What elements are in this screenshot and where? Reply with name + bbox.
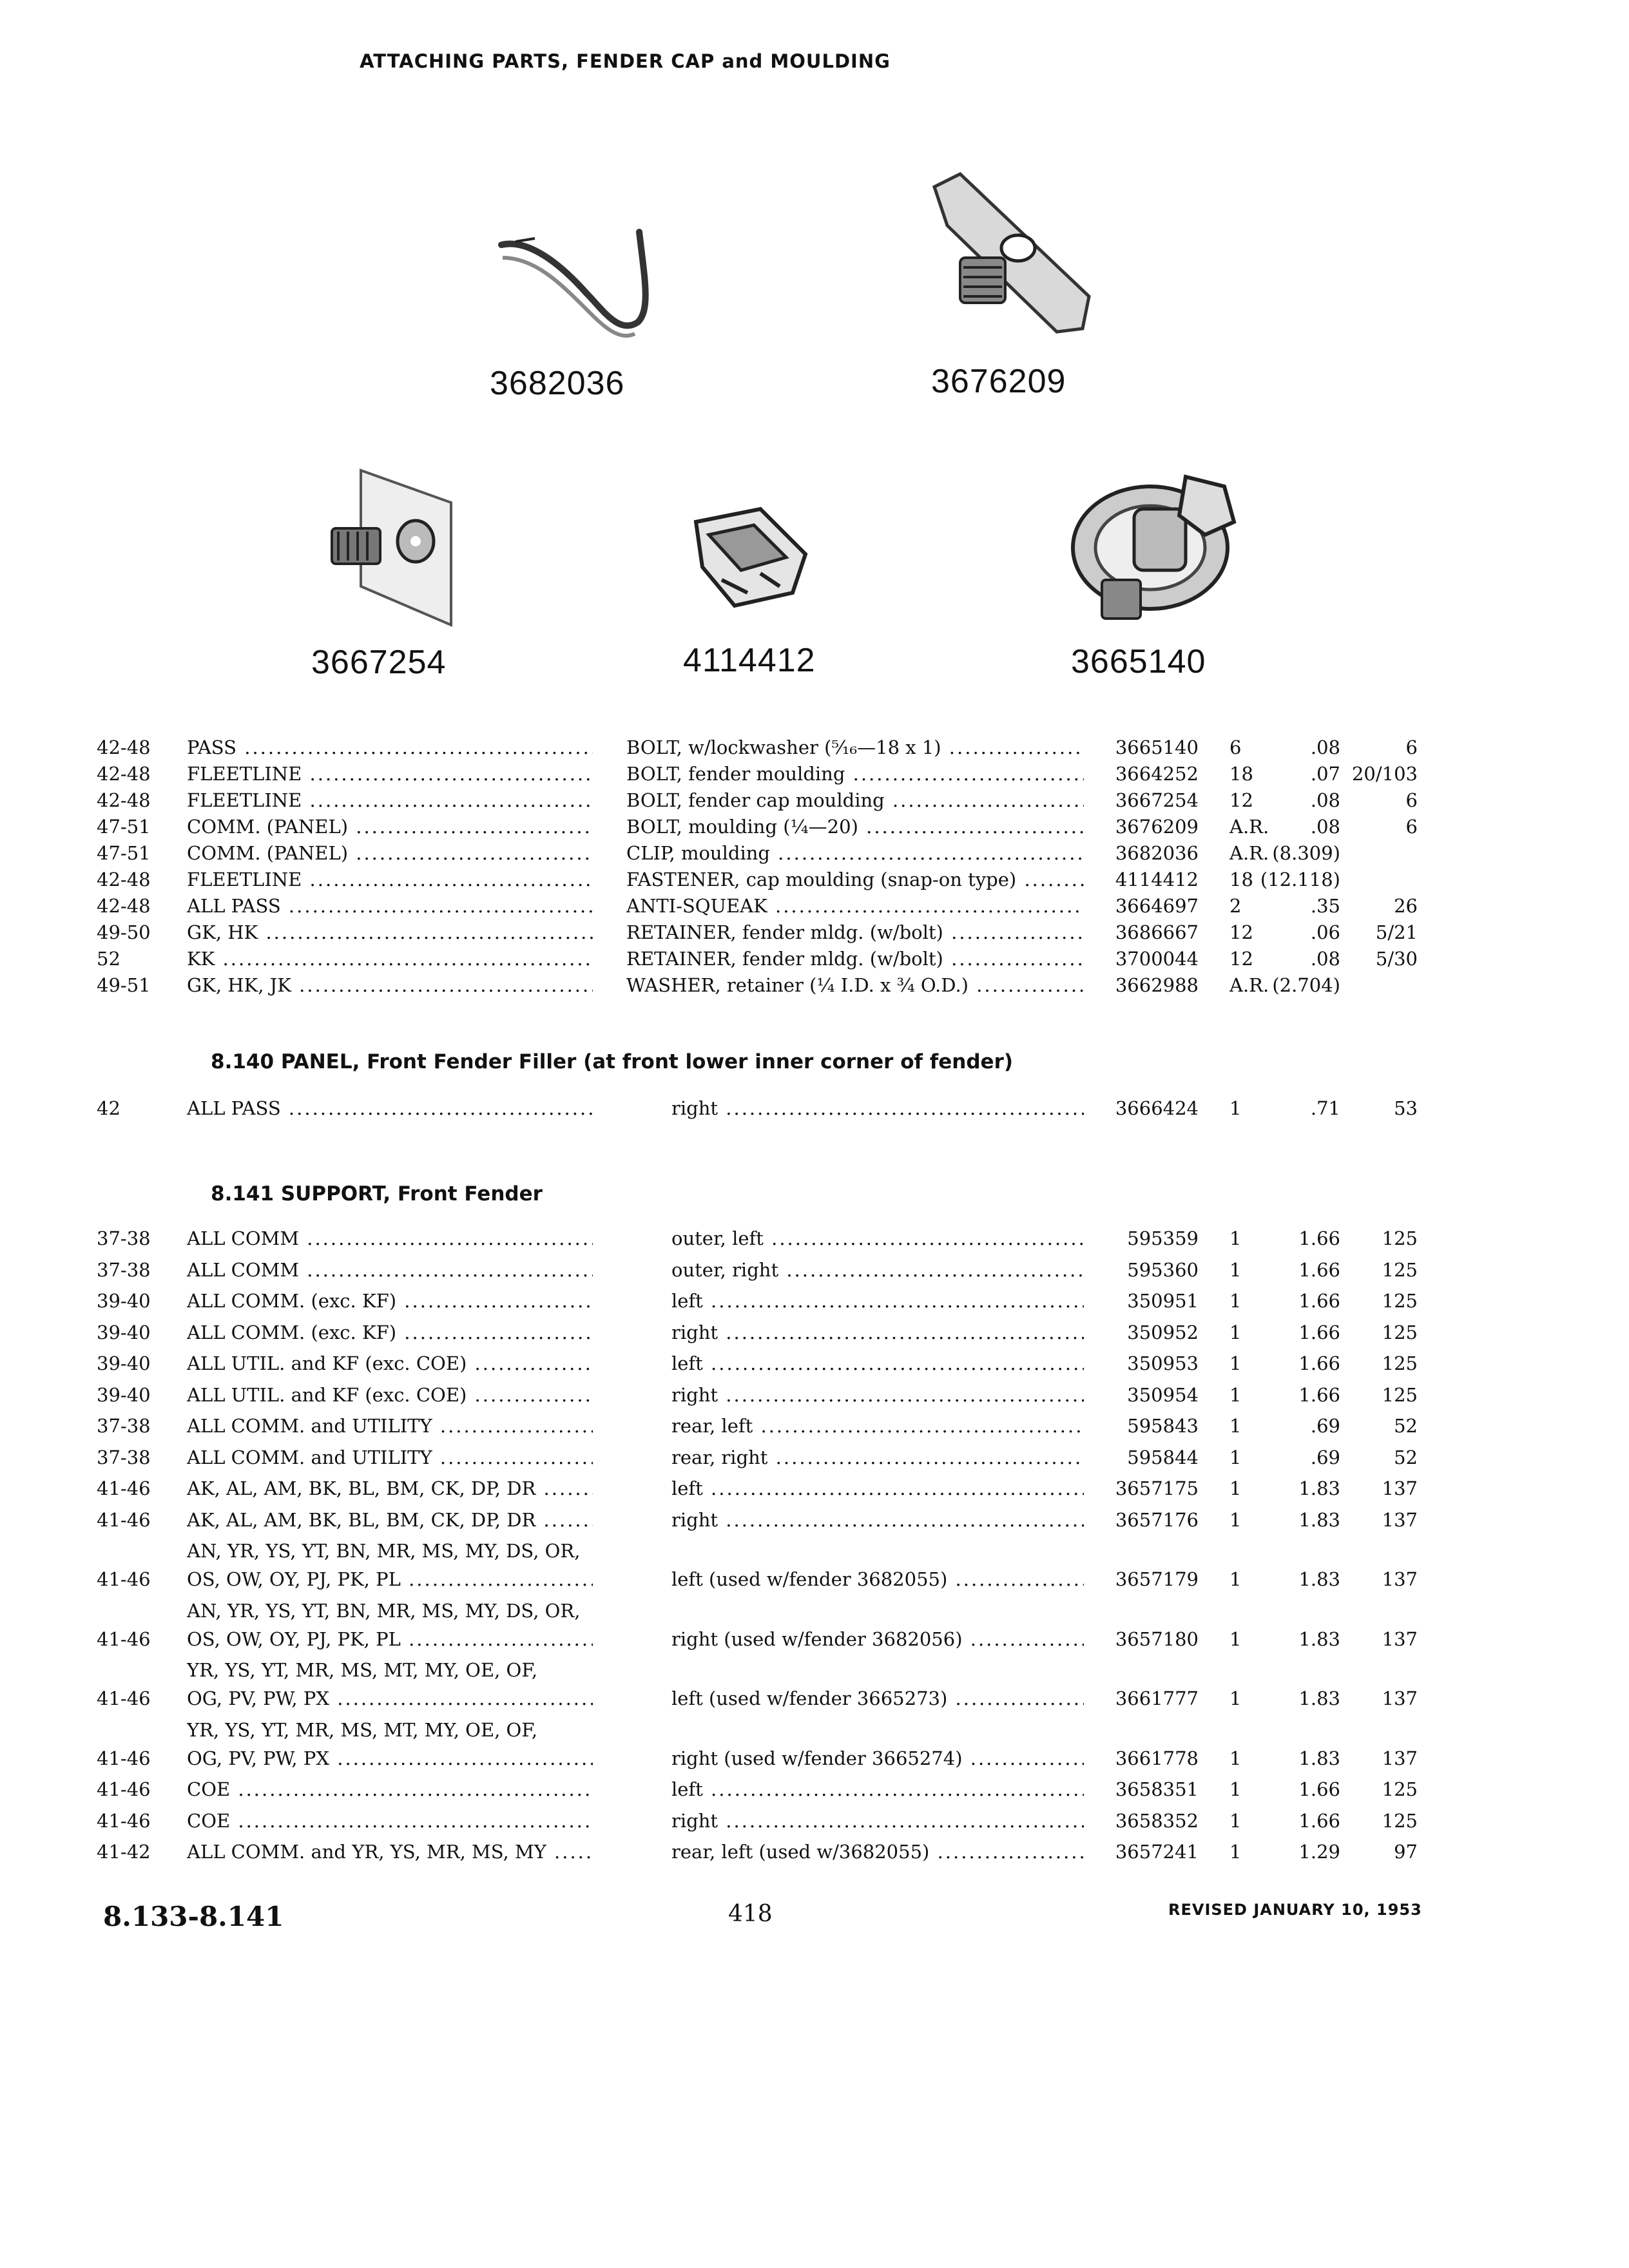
model-applicability: ALL UTIL. and KF (exc. COE) ..... — [187, 1349, 593, 1378]
model-years: 41-46 — [97, 1628, 151, 1650]
quantity: A.R. — [1229, 816, 1269, 838]
list-price: .08 — [1310, 948, 1340, 970]
group-number: 52 — [1394, 1415, 1418, 1437]
part-row — [0, 1718, 1629, 1775]
part-description: left ..... — [671, 1474, 1084, 1503]
list-price: (12.118) — [1260, 869, 1340, 890]
model-years: 41-46 — [97, 1568, 151, 1590]
model-years: 41-46 — [97, 1687, 151, 1709]
list-price: .08 — [1310, 789, 1340, 811]
part-description: left (used w/fender 3665273) ..... — [671, 1684, 1084, 1713]
part-number: 595844 — [1127, 1446, 1199, 1468]
model-applicability: AK, AL, AM, BK, BL, BM, CK, DP, DR ..... — [187, 1506, 593, 1534]
part-row — [0, 1443, 1629, 1474]
model-years: 47-51 — [97, 816, 151, 838]
part-description: ANTI-SQUEAK ..... — [626, 892, 1084, 920]
part-number: 3700044 — [1115, 948, 1199, 970]
section-heading-8-141: 8.141 SUPPORT, Front Fender — [211, 1182, 543, 1206]
part-row — [0, 971, 1629, 1002]
list-price: 1.66 — [1298, 1383, 1340, 1406]
model-applicability: ALL PASS ..... — [187, 1094, 593, 1122]
list-price: (8.309) — [1272, 842, 1340, 864]
quantity: 1 — [1229, 1508, 1242, 1531]
part-number: 3676209 — [1115, 816, 1199, 838]
model-years: 42-48 — [97, 763, 151, 785]
model-years: 42 — [97, 1097, 120, 1119]
quantity: 1 — [1229, 1227, 1242, 1249]
part-description: right (used w/fender 3682056) ..... — [671, 1625, 1084, 1653]
section-range: 8.133-8.141 — [103, 1901, 284, 1932]
part-description: right ..... — [671, 1807, 1084, 1835]
model-applicability: COE ..... — [187, 1775, 593, 1803]
part-number: 350952 — [1127, 1321, 1199, 1343]
group-number: 20/103 — [1351, 763, 1418, 785]
group-number: 53 — [1394, 1097, 1418, 1119]
model-years: 42-48 — [97, 736, 151, 758]
part-row — [0, 1540, 1629, 1596]
part-number: 3667254 — [1115, 789, 1199, 811]
list-price: 1.29 — [1298, 1841, 1340, 1863]
part-row — [0, 1838, 1629, 1869]
group-number: 125 — [1382, 1290, 1418, 1312]
list-price: .69 — [1310, 1446, 1340, 1468]
list-price: .08 — [1310, 736, 1340, 758]
group-number: 26 — [1394, 895, 1418, 917]
part-number-label: 3665140 — [1071, 643, 1206, 680]
quantity: 12 — [1229, 789, 1253, 811]
list-price: 1.66 — [1298, 1352, 1340, 1374]
list-price: .06 — [1310, 921, 1340, 943]
quantity: 1 — [1229, 1747, 1242, 1769]
group-number: 5/21 — [1375, 921, 1418, 943]
group-number: 137 — [1382, 1477, 1418, 1499]
quantity: 1 — [1229, 1778, 1242, 1800]
model-years: 42-48 — [97, 789, 151, 811]
part-number: 595843 — [1127, 1415, 1199, 1437]
part-row — [0, 1659, 1629, 1715]
quantity: 1 — [1229, 1628, 1242, 1650]
model-applicability: ALL UTIL. and KF (exc. COE) ..... — [187, 1381, 593, 1409]
part-row — [0, 1349, 1629, 1380]
part-row — [0, 1807, 1629, 1838]
part-description: WASHER, retainer (¼ I.D. x ¾ O.D.) ..... — [626, 971, 1084, 999]
list-price: .35 — [1310, 895, 1340, 917]
list-price: 1.83 — [1298, 1628, 1340, 1650]
group-number: 137 — [1382, 1747, 1418, 1769]
part-number: 3657176 — [1115, 1508, 1199, 1531]
group-number: 137 — [1382, 1687, 1418, 1709]
model-applicability: ALL COMM. and YR, YS, MR, MS, MY ..... — [187, 1838, 593, 1866]
list-price: .08 — [1310, 816, 1340, 838]
quantity: 6 — [1229, 736, 1242, 758]
part-number: 3661778 — [1115, 1747, 1199, 1769]
model-applicability: AK, AL, AM, BK, BL, BM, CK, DP, DR ..... — [187, 1474, 593, 1503]
revision-date: REVISED JANUARY 10, 1953 — [1168, 1901, 1422, 1919]
list-price: 1.83 — [1298, 1477, 1340, 1499]
list-price: 1.66 — [1298, 1258, 1340, 1281]
model-applicability: FLEETLINE ..... — [187, 865, 593, 894]
part-number: 3658352 — [1115, 1809, 1199, 1832]
page-number: 418 — [728, 1901, 773, 1927]
quantity: 1 — [1229, 1258, 1242, 1281]
part-description: RETAINER, fender mldg. (w/bolt) ..... — [626, 945, 1084, 973]
part-number: 3662988 — [1115, 974, 1199, 996]
part-number: 3664252 — [1115, 763, 1199, 785]
model-applicability: AN, YR, YS, YT, BN, MR, MS, MY, DS, OR, — [187, 1540, 581, 1562]
model-applicability: ALL COMM. and UTILITY ..... — [187, 1412, 593, 1440]
model-years: 41-46 — [97, 1809, 151, 1832]
part-description: right ..... — [671, 1506, 1084, 1534]
part-row — [0, 1599, 1629, 1656]
quantity: 1 — [1229, 1383, 1242, 1406]
part-description: left ..... — [671, 1287, 1084, 1315]
quantity: 1 — [1229, 1477, 1242, 1499]
model-years: 39-40 — [97, 1321, 151, 1343]
quantity: 2 — [1229, 895, 1242, 917]
part-description: rear, left ..... — [671, 1412, 1084, 1440]
quantity: 1 — [1229, 1841, 1242, 1863]
part-row — [0, 1474, 1629, 1505]
part-description: outer, left ..... — [671, 1224, 1084, 1253]
quantity: A.R. — [1229, 974, 1269, 996]
model-years: 52 — [97, 948, 120, 970]
part-number: 3664697 — [1115, 895, 1199, 917]
model-years: 37-38 — [97, 1415, 151, 1437]
list-price: 1.66 — [1298, 1321, 1340, 1343]
quantity: 1 — [1229, 1290, 1242, 1312]
group-number: 52 — [1394, 1446, 1418, 1468]
part-row — [0, 1381, 1629, 1412]
lockwasher-bolt-illustration — [1063, 451, 1250, 631]
quantity: 1 — [1229, 1809, 1242, 1832]
model-years: 49-51 — [97, 974, 151, 996]
part-description: rear, right ..... — [671, 1443, 1084, 1472]
list-price: 1.83 — [1298, 1568, 1340, 1590]
quantity: A.R. — [1229, 842, 1269, 864]
model-applicability-continued: OG, PV, PW, PX ..... — [187, 1744, 593, 1773]
model-years: 41-42 — [97, 1841, 151, 1863]
part-description: BOLT, w/lockwasher (⁵⁄₁₆—18 x 1) ..... — [626, 733, 1084, 762]
group-number: 125 — [1382, 1321, 1418, 1343]
model-applicability: KK ..... — [187, 945, 593, 973]
model-years: 41-46 — [97, 1778, 151, 1800]
snap-on-fastener-illustration — [683, 496, 818, 612]
part-number: 3657241 — [1115, 1841, 1199, 1863]
group-number: 5/30 — [1375, 948, 1418, 970]
model-applicability: ALL COMM ..... — [187, 1224, 593, 1253]
part-number: 3686667 — [1115, 921, 1199, 943]
quantity: 12 — [1229, 921, 1253, 943]
part-description: right ..... — [671, 1094, 1084, 1122]
list-price: 1.66 — [1298, 1809, 1340, 1832]
moulding-clip-illustration — [490, 219, 657, 348]
model-years: 37-38 — [97, 1258, 151, 1281]
part-number: 350951 — [1127, 1290, 1199, 1312]
part-number-label: 3676209 — [931, 363, 1066, 400]
part-number: 3666424 — [1115, 1097, 1199, 1119]
quantity: 18 — [1229, 869, 1253, 890]
part-description: outer, right ..... — [671, 1256, 1084, 1284]
model-applicability: AN, YR, YS, YT, BN, MR, MS, MY, DS, OR, — [187, 1599, 581, 1622]
model-years: 49-50 — [97, 921, 151, 943]
group-number: 97 — [1394, 1841, 1418, 1863]
model-applicability: COE ..... — [187, 1807, 593, 1835]
list-price: .71 — [1310, 1097, 1340, 1119]
group-number: 137 — [1382, 1628, 1418, 1650]
cap-moulding-bolt-illustration — [322, 457, 483, 631]
group-number: 125 — [1382, 1809, 1418, 1832]
model-applicability: FLEETLINE ..... — [187, 786, 593, 814]
model-applicability: COMM. (PANEL) ..... — [187, 839, 593, 867]
model-applicability: ALL PASS ..... — [187, 892, 593, 920]
part-number: 350954 — [1127, 1383, 1199, 1406]
model-applicability: ALL COMM. and UTILITY ..... — [187, 1443, 593, 1472]
model-applicability: YR, YS, YT, MR, MS, MT, MY, OE, OF, — [187, 1718, 538, 1741]
list-price: 1.66 — [1298, 1290, 1340, 1312]
model-years: 39-40 — [97, 1290, 151, 1312]
part-description: CLIP, moulding ..... — [626, 839, 1084, 867]
group-number: 125 — [1382, 1778, 1418, 1800]
model-years: 37-38 — [97, 1227, 151, 1249]
model-applicability-continued: OG, PV, PW, PX ..... — [187, 1684, 593, 1713]
part-description: right ..... — [671, 1381, 1084, 1409]
quantity: 1 — [1229, 1097, 1242, 1119]
model-applicability: COMM. (PANEL) ..... — [187, 812, 593, 841]
group-number: 125 — [1382, 1258, 1418, 1281]
model-applicability: FLEETLINE ..... — [187, 760, 593, 788]
quantity: 1 — [1229, 1687, 1242, 1709]
model-applicability: PASS ..... — [187, 733, 593, 762]
part-number: 595360 — [1127, 1258, 1199, 1281]
part-number: 3682036 — [1115, 842, 1199, 864]
list-price: .07 — [1310, 763, 1340, 785]
part-number: 595359 — [1127, 1227, 1199, 1249]
part-number: 3658351 — [1115, 1778, 1199, 1800]
group-number: 6 — [1405, 736, 1418, 758]
model-years: 41-46 — [97, 1508, 151, 1531]
part-number-label: 4114412 — [683, 642, 816, 679]
part-number: 3657180 — [1115, 1628, 1199, 1650]
group-number: 125 — [1382, 1352, 1418, 1374]
group-number: 137 — [1382, 1568, 1418, 1590]
model-years: 47-51 — [97, 842, 151, 864]
model-applicability: ALL COMM. (exc. KF) ..... — [187, 1287, 593, 1315]
part-description: BOLT, fender moulding ..... — [626, 760, 1084, 788]
part-row — [0, 1224, 1629, 1255]
list-price: 1.66 — [1298, 1778, 1340, 1800]
part-number: 3661777 — [1115, 1687, 1199, 1709]
group-number: 125 — [1382, 1227, 1418, 1249]
group-number: 125 — [1382, 1383, 1418, 1406]
part-description: right (used w/fender 3665274) ..... — [671, 1744, 1084, 1773]
part-row — [0, 1094, 1629, 1125]
section-heading-8-140: 8.140 PANEL, Front Fender Filler (at front lower inner corner of fender) — [211, 1050, 1014, 1073]
part-description: BOLT, fender cap moulding ..... — [626, 786, 1084, 814]
model-years: 41-46 — [97, 1477, 151, 1499]
group-number: 137 — [1382, 1508, 1418, 1531]
quantity: 12 — [1229, 948, 1253, 970]
part-description: RETAINER, fender mldg. (w/bolt) ..... — [626, 918, 1084, 947]
list-price: 1.66 — [1298, 1227, 1340, 1249]
quantity: 1 — [1229, 1321, 1242, 1343]
part-number: 3665140 — [1115, 736, 1199, 758]
part-description: left ..... — [671, 1349, 1084, 1378]
quantity: 1 — [1229, 1352, 1242, 1374]
model-applicability: ALL COMM ..... — [187, 1256, 593, 1284]
part-description: BOLT, moulding (¼—20) ..... — [626, 812, 1084, 841]
part-number: 3657179 — [1115, 1568, 1199, 1590]
part-description: rear, left (used w/3682055) ..... — [671, 1838, 1084, 1866]
part-description: left ..... — [671, 1775, 1084, 1803]
quantity: 1 — [1229, 1446, 1242, 1468]
part-row — [0, 1775, 1629, 1806]
list-price: 1.83 — [1298, 1747, 1340, 1769]
list-price: (2.704) — [1272, 974, 1340, 996]
part-row — [0, 1506, 1629, 1537]
part-description: FASTENER, cap moulding (snap-on type) ..... — [626, 865, 1084, 894]
part-row — [0, 1256, 1629, 1287]
part-row — [0, 1287, 1629, 1318]
model-years: 41-46 — [97, 1747, 151, 1769]
part-number: 3657175 — [1115, 1477, 1199, 1499]
quantity: 1 — [1229, 1415, 1242, 1437]
model-years: 39-40 — [97, 1383, 151, 1406]
group-number: 6 — [1405, 816, 1418, 838]
model-years: 37-38 — [97, 1446, 151, 1468]
moulding-bolt-illustration — [921, 168, 1115, 341]
part-number: 350953 — [1127, 1352, 1199, 1374]
quantity: 1 — [1229, 1568, 1242, 1590]
part-number: 4114412 — [1115, 869, 1199, 890]
model-applicability: ALL COMM. (exc. KF) ..... — [187, 1318, 593, 1347]
part-description: left (used w/fender 3682055) ..... — [671, 1565, 1084, 1593]
quantity: 18 — [1229, 763, 1253, 785]
list-price: .69 — [1310, 1415, 1340, 1437]
model-years: 39-40 — [97, 1352, 151, 1374]
page-title: ATTACHING PARTS, FENDER CAP and MOULDING — [360, 50, 891, 72]
model-applicability: GK, HK, JK ..... — [187, 971, 593, 999]
model-applicability-continued: OS, OW, OY, PJ, PK, PL ..... — [187, 1625, 593, 1653]
model-years: 42-48 — [97, 895, 151, 917]
list-price: 1.83 — [1298, 1687, 1340, 1709]
group-number: 6 — [1405, 789, 1418, 811]
model-years: 42-48 — [97, 869, 151, 890]
model-applicability: GK, HK ..... — [187, 918, 593, 947]
model-applicability: YR, YS, YT, MR, MS, MT, MY, OE, OF, — [187, 1659, 538, 1681]
part-description: right ..... — [671, 1318, 1084, 1347]
part-number-label: 3682036 — [490, 365, 625, 402]
part-row — [0, 1412, 1629, 1443]
part-row — [0, 1318, 1629, 1349]
model-applicability-continued: OS, OW, OY, PJ, PK, PL ..... — [187, 1565, 593, 1593]
part-number-label: 3667254 — [311, 644, 447, 681]
list-price: 1.83 — [1298, 1508, 1340, 1531]
